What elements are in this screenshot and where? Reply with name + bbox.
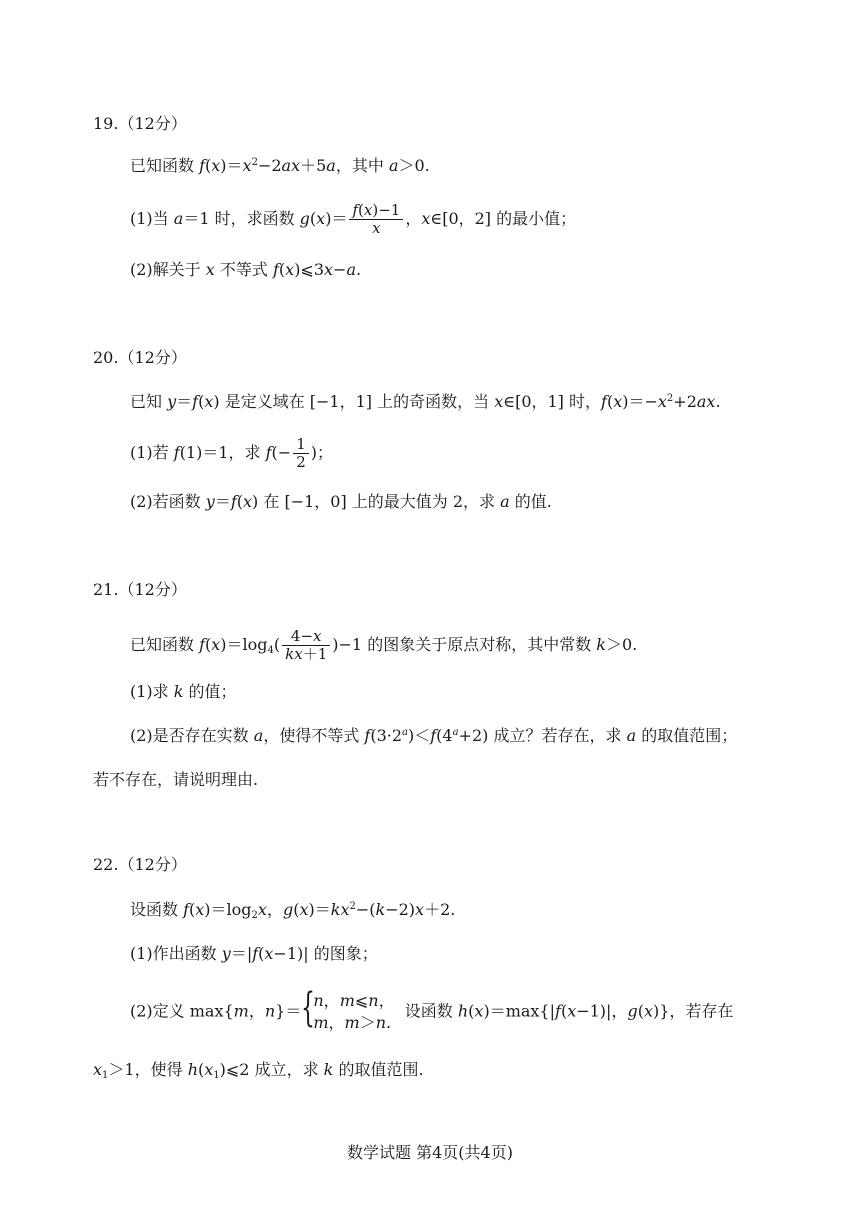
problem-number: 22.（12分） <box>93 855 187 874</box>
problem-part-1: (1)求 k 的值； <box>130 682 237 701</box>
page-footer: 数学试题 第4页(共4页) <box>347 1143 513 1162</box>
problem-part-2: (2)是否存在实数 a，使得不等式 $f(3\cdot 2^a)<f(4^a+2)$ 成立？若存在，求 a 的取值范围； <box>130 726 738 745</box>
problem-part-1: (1)若 f(1)＝1，求 f(− $\frac{1}{2}$ )； <box>130 435 333 471</box>
problem-number: 21.（12分） <box>93 580 187 599</box>
problem-part-2: (2)定义 max{m，n}＝ { n，m⩽n， m，m＞n. 设函数 h(x)＝max{|f(x−1)|，g(x)}，若存在 <box>130 985 734 1032</box>
problem-number: 20.（12分） <box>93 348 187 367</box>
problem-stem: 已知函数 $f(x)=\log_4$( $\frac{4-x}{kx+1}$ )−1 的图象关于原点对称，其中常数 k＞0. <box>130 627 638 663</box>
problem-part-1: (1)当 a＝1 时，求函数 g(x)＝ $\frac{f(x)-1}{x}$ ，x∈[0，2] 的最小值； <box>130 201 577 237</box>
problem-stem: 已知 y＝f(x) 是定义域在 [−1，1] 上的奇函数，当 x∈[0，1] 时，$f(x)=-x^2+2ax$. <box>130 392 721 411</box>
problem-part-2-continued: $x_1>1$，使得 $h(x_1)⩽2$ 成立，求 k 的取值范围. <box>93 1060 424 1081</box>
problem-part-2-continued: 若不存在，请说明理由. <box>93 770 259 789</box>
problem-part-2: (2)若函数 y＝f(x) 在 [−1，0] 上的最大值为 2，求 a 的值. <box>130 492 552 511</box>
fraction: $\frac{4-x}{kx+1}$ <box>282 628 330 663</box>
problem-part-2: (2)解关于 x 不等式 f(x)⩽3x−a. <box>130 260 362 279</box>
problem-stem: 设函数 $f(x)=\log_2x$，$g(x)=kx^2-(k-2)x+2$. <box>130 900 456 921</box>
problem-part-1: (1)作出函数 y＝|f(x−1)| 的图象； <box>130 944 378 963</box>
problem-number: 19.（12分） <box>93 114 187 133</box>
fraction: $\frac{f(x)-1}{x}$ <box>349 202 403 237</box>
fraction: $\frac{1}{2}$ <box>293 436 309 471</box>
piecewise-definition: { n，m⩽n， m，m＞n. <box>301 985 395 1032</box>
problem-stem: 已知函数 $f(x)=x^2-2ax+5a$，其中 a＞0. <box>130 156 430 175</box>
